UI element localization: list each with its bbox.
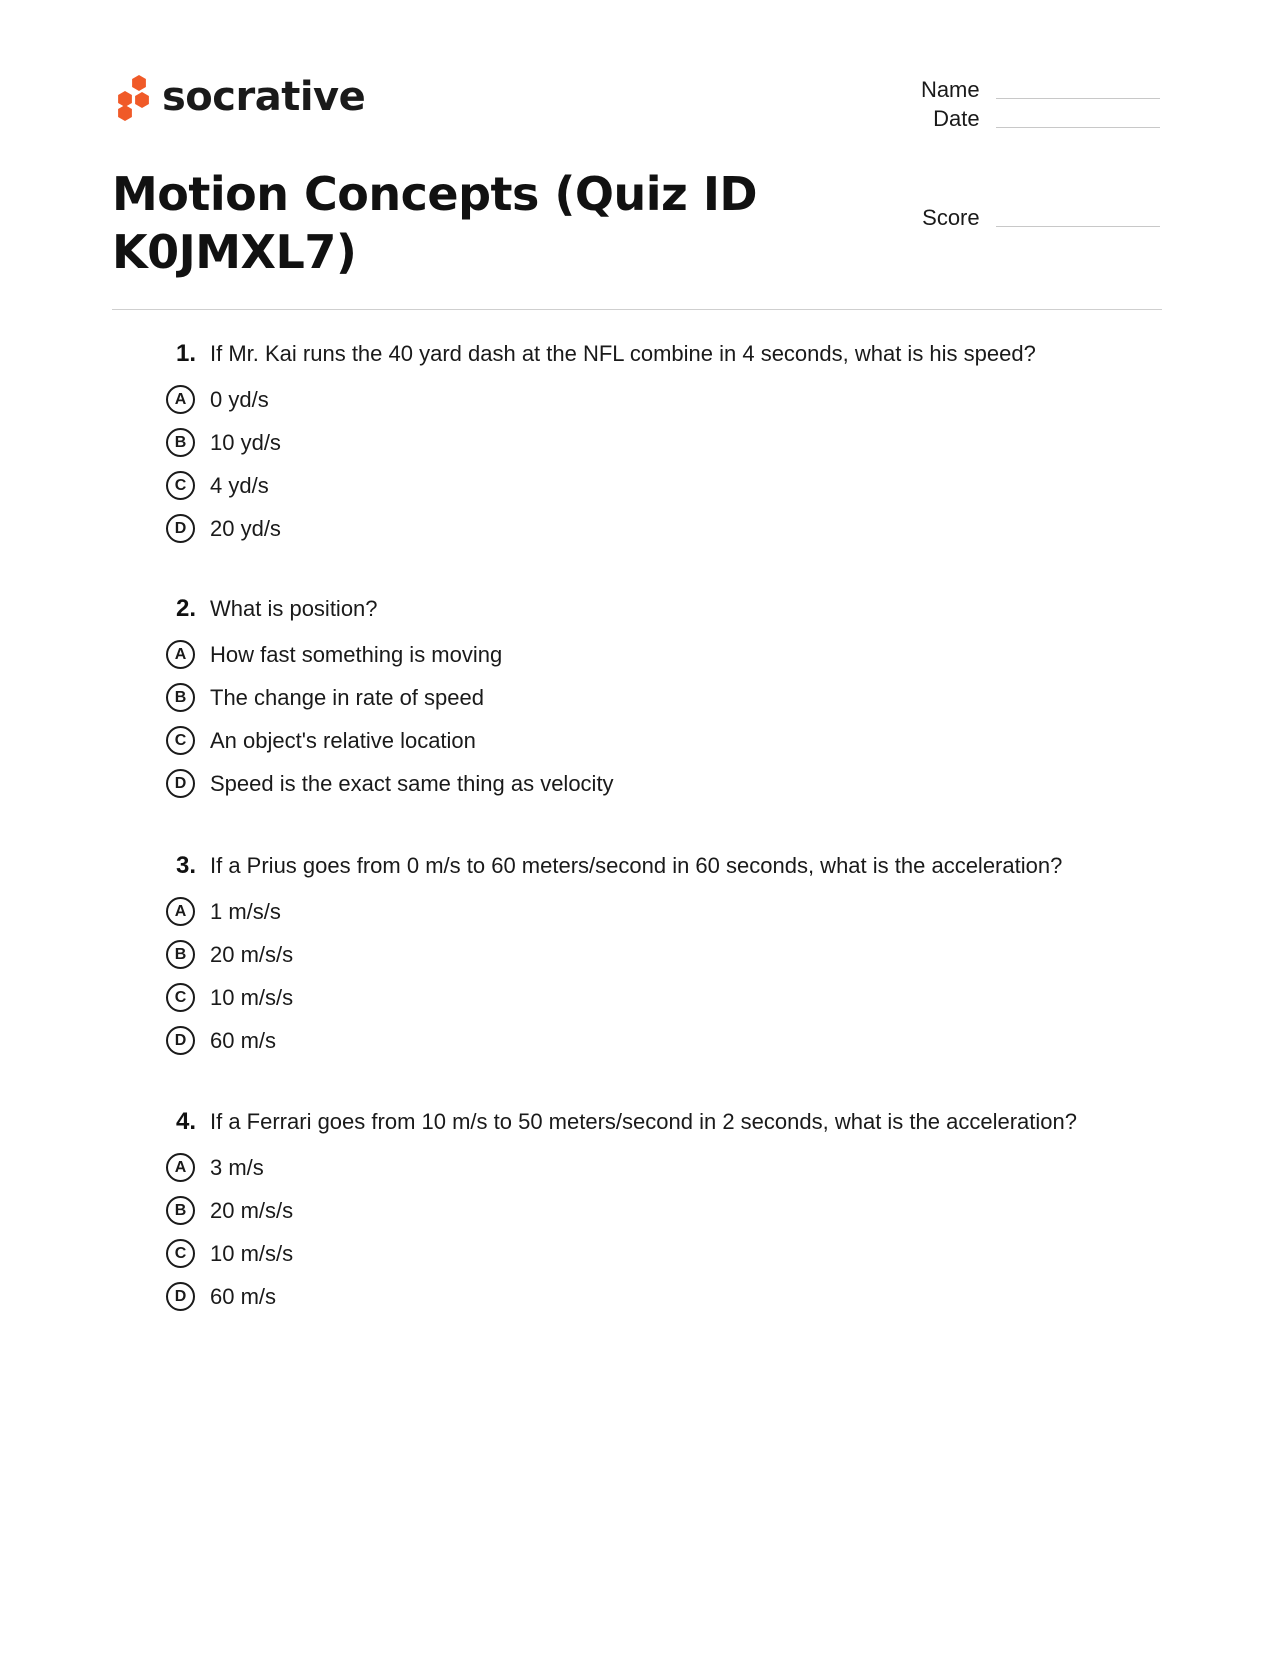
option-text: 3 m/s (210, 1154, 264, 1180)
question-text: If Mr. Kai runs the 40 yard dash at the NFL combine in 4 seconds, what is his speed? (210, 341, 1036, 366)
question-number: 4. (175, 1108, 196, 1135)
score-label: Score (922, 205, 980, 230)
question-stem (164, 1108, 1164, 1146)
question-number: 2. (175, 595, 196, 622)
option-text: 10 yd/s (210, 429, 281, 455)
option-text: 60 m/s (210, 1027, 277, 1053)
option-b[interactable] (164, 676, 1164, 719)
question-2 (164, 595, 1164, 805)
option-letter-badge[interactable]: A (166, 1153, 195, 1182)
question-4 (164, 1108, 1164, 1318)
date-line (996, 127, 1160, 128)
option-text: An object's relative location (210, 727, 476, 753)
option-letter-badge[interactable]: C (166, 983, 195, 1012)
option-letter-badge[interactable]: B (166, 940, 195, 969)
option-d[interactable] (164, 1019, 1164, 1062)
question-3 (164, 852, 1164, 1062)
option-text: 10 m/s/s (210, 1240, 294, 1266)
option-text: 10 m/s/s (210, 984, 294, 1010)
option-d[interactable] (164, 1275, 1164, 1318)
brand-name: socrative (162, 74, 366, 120)
option-letter-badge[interactable]: B (166, 683, 195, 712)
option-b[interactable] (164, 1189, 1164, 1232)
option-text: How fast something is moving (210, 641, 503, 667)
option-letter-badge[interactable]: D (166, 1026, 195, 1055)
option-letter-badge[interactable]: D (166, 769, 195, 798)
option-letter-badge[interactable]: D (166, 1282, 195, 1311)
name-line (996, 98, 1160, 99)
option-letter-badge[interactable]: B (166, 1196, 195, 1225)
option-d[interactable] (164, 762, 1164, 805)
option-text: The change in rate of speed (210, 684, 484, 710)
option-text: 20 m/s/s (210, 941, 294, 967)
option-text: 60 m/s (210, 1283, 277, 1309)
option-letter-badge[interactable]: C (166, 1239, 195, 1268)
option-text: Speed is the exact same thing as velocity (210, 770, 614, 796)
question-number: 1. (175, 340, 196, 367)
page-title: Motion Concepts (Quiz ID K0JMXL7) (112, 167, 758, 279)
option-text: 1 m/s/s (210, 898, 281, 924)
option-a[interactable] (164, 1146, 1164, 1189)
option-text: 4 yd/s (210, 472, 269, 498)
option-d[interactable] (164, 507, 1164, 550)
question-stem (164, 852, 1164, 890)
question-1 (164, 340, 1164, 550)
option-letter-badge[interactable]: B (166, 428, 195, 457)
option-letter-badge[interactable]: A (166, 640, 195, 669)
option-text: 20 yd/s (210, 515, 281, 541)
option-c[interactable] (164, 719, 1164, 762)
option-a[interactable] (164, 633, 1164, 676)
option-c[interactable] (164, 1232, 1164, 1275)
option-letter-badge[interactable]: D (166, 514, 195, 543)
hexagon-cluster-logo-icon (112, 72, 152, 122)
question-text: What is position? (210, 596, 378, 621)
score-field (880, 203, 1160, 233)
option-b[interactable] (164, 421, 1164, 464)
name-label: Name (920, 77, 980, 102)
option-c[interactable] (164, 464, 1164, 507)
score-line (996, 226, 1160, 227)
header-divider (112, 309, 1162, 310)
option-b[interactable] (164, 933, 1164, 976)
option-c[interactable] (164, 976, 1164, 1019)
option-a[interactable] (164, 378, 1164, 421)
question-text: If a Prius goes from 0 m/s to 60 meters/second in 60 seconds, what is the acceleration? (210, 853, 1063, 878)
option-text: 20 m/s/s (210, 1197, 294, 1223)
date-field (880, 104, 1160, 134)
socrative-logo (112, 72, 365, 122)
option-a[interactable] (164, 890, 1164, 933)
question-stem (164, 595, 1164, 633)
question-text: If a Ferrari goes from 10 m/s to 50 meters/second in 2 seconds, what is the acceleration? (210, 1109, 1077, 1134)
option-letter-badge[interactable]: C (166, 471, 195, 500)
date-label: Date (933, 106, 980, 131)
option-text: 0 yd/s (210, 386, 269, 412)
option-letter-badge[interactable]: A (166, 897, 195, 926)
question-stem (164, 340, 1164, 378)
option-letter-badge[interactable]: C (166, 726, 195, 755)
name-field (880, 75, 1160, 105)
option-letter-badge[interactable]: A (166, 385, 195, 414)
question-number: 3. (175, 852, 196, 879)
